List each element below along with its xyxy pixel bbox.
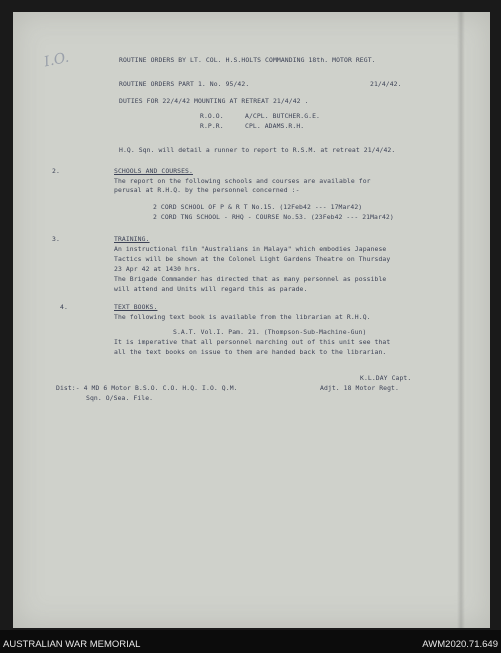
item-number: 2. xyxy=(52,167,60,175)
signature-name: K.L.DAY Capt. xyxy=(360,374,412,382)
item-line: all the text books on issue to them are handed back to the librarian. xyxy=(114,348,387,356)
archive-footer xyxy=(0,630,501,653)
page-fold-shadow xyxy=(457,12,465,628)
duties-line: DUTIES FOR 22/4/42 MOUNTING AT RETREAT 21/4/42 . xyxy=(119,97,309,105)
runner-note: H.Q. Sqn. will detail a runner to report to R.S.M. at retreat 21/4/42. xyxy=(119,146,396,154)
archive-name: AUSTRALIAN WAR MEMORIAL xyxy=(3,639,141,650)
item-line: Tactics will be shown at the Colonel Light Gardens Theatre on Thursday xyxy=(114,255,391,263)
distribution-list: Sqn. O/Sea. File. xyxy=(86,394,154,402)
handwritten-note: I.O. xyxy=(42,49,71,71)
item-line: 23 Apr 42 at 1430 hrs. xyxy=(114,265,201,273)
item-line: The following text book is available from the librarian at R.H.Q. xyxy=(114,313,371,321)
item-line: An instructional film "Australians in Malaya" which embodies Japanese xyxy=(114,245,387,253)
duty-role: R.O.O. xyxy=(200,112,224,120)
duty-name: CPL. ADAMS.R.H. xyxy=(245,122,305,130)
order-title: ROUTINE ORDERS BY LT. COL. H.S.HOLTS COMMANDING 18th. MOTOR REGT. xyxy=(119,56,376,64)
item-line: It is imperative that all personnel marching out of this unit see that xyxy=(114,338,391,346)
distribution-list: Dist:- 4 MD 6 Motor B.S.O. C.O. H.Q. I.O. Q.M. xyxy=(56,384,238,392)
duty-name: A/CPL. BUTCHER.G.E. xyxy=(245,112,321,120)
item-heading: SCHOOLS AND COURSES. xyxy=(114,167,193,175)
item-line: The report on the following schools and courses are available for xyxy=(114,177,371,185)
archive-id: AWM2020.71.649 xyxy=(422,639,498,650)
duty-role: R.P.R. xyxy=(200,122,224,130)
item-line: will attend and Units will regard this as parade. xyxy=(114,285,308,293)
item-number: 4. xyxy=(60,303,68,311)
signature-title: Adjt. 18 Motor Regt. xyxy=(320,384,399,392)
item-line: perusal at R.H.Q. by the personnel concerned :- xyxy=(114,186,300,194)
item-heading: TEXT BOOKS. xyxy=(114,303,158,311)
order-date: 21/4/42. xyxy=(370,80,402,88)
item-line: The Brigade Commander has directed that as many personnel as possible xyxy=(114,275,387,283)
order-part: ROUTINE ORDERS PART 1. No. 95/42. xyxy=(119,80,250,88)
course-entry: 2 CORD TNG SCHOOL - RHQ - COURSE No.53. (23Feb42 --- 21Mar42) xyxy=(153,213,394,221)
course-entry: 2 CORD SCHOOL OF P & R T No.15. (12Feb42 --- 17Mar42) xyxy=(153,203,363,211)
item-number: 3. xyxy=(52,235,60,243)
text-book-reference: S.A.T. Vol.I. Pam. 21. (Thompson-Sub-Machine-Gun) xyxy=(173,328,367,336)
item-heading: TRAINING. xyxy=(114,235,150,243)
